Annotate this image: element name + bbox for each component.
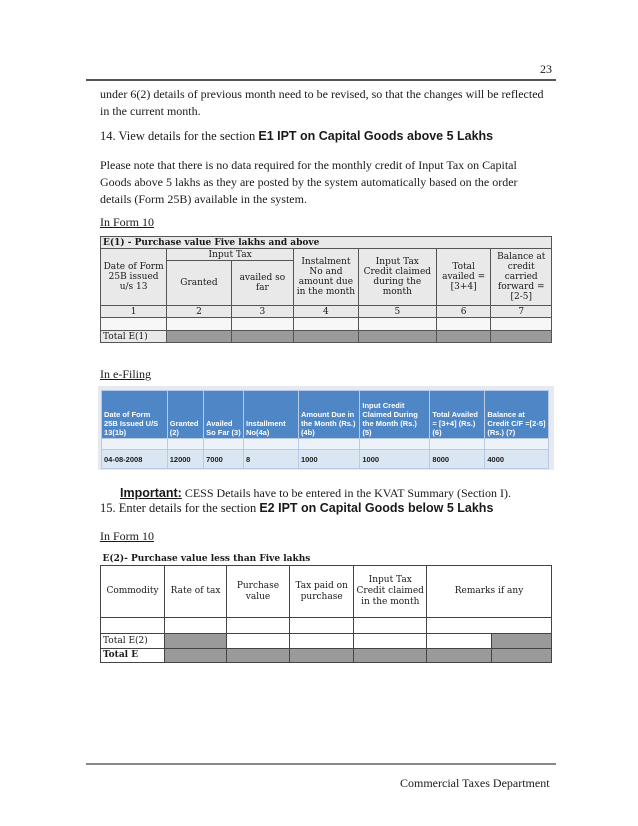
section-14-heading [100,128,550,145]
page-number: 23 [540,62,552,76]
form10-label-1: In Form 10 [100,215,154,229]
e2-col-claimed: Input Tax Credit claimed in the month [354,566,427,618]
efiling-table [101,390,549,469]
ef-header-availed: Availed So Far (3) [204,391,244,439]
ef-cell-availed: 7000 [204,450,244,469]
e2-total-e-label: Total E [101,649,165,663]
ef-header-amount-due: Amount Due in the Month (Rs.) (4b) [298,391,359,439]
form10-label-2: In Form 10 [100,529,154,543]
e1-col-instalment: Instalment No and amount due in the month [294,249,359,306]
e1-table-title: E(1) - Purchase value Five lakhs and above [101,237,552,249]
ef-header-date: Date of Form 25B Issued U/S 13(1b) [102,391,168,439]
ef-data-row [102,450,549,469]
section-15-prefix: 15. Enter details for the section [100,501,260,515]
footer-department: Commercial Taxes Department [400,776,550,790]
e1-col-date: Date of Form 25B issued u/s 13 [101,249,167,306]
e2-col-purchase: Purchase value [227,566,290,618]
e1-colnum-1: 1 [101,306,167,318]
e1-col-balance: Balance at credit carried forward =[2-5] [491,249,552,306]
ef-cell-date: 04-08-2008 [102,450,168,469]
e2-table-title: E(2)- Purchase value less than Five lakhs [101,553,552,566]
important-text: CESS Details have to be entered in the KVAT Summary (Section I). [181,486,511,500]
intro-paragraph: under 6(2) details of previous month need to be revised, so that the changes will be reflected in the current month. [100,87,544,118]
e1-col-granted: Granted [167,261,231,306]
ef-cell-balance: 4000 [485,450,549,469]
e2-col-rate: Rate of tax [165,566,227,618]
e1-colnum-5: 5 [358,306,436,318]
section-15-heading [100,500,550,517]
section-14-title: E1 IPT on Capital Goods above 5 Lakhs [258,129,494,143]
section-15-title: E2 IPT on Capital Goods below 5 Lakhs [259,501,494,515]
efiling-label: In e-Filing [100,367,151,381]
e2-total-e2-label: Total E(2) [101,634,165,649]
ef-cell-total: 8000 [430,450,485,469]
e1-total-label: Total E(1) [101,331,167,343]
e1-col-claimed: Input Tax Credit claimed during the month [358,249,436,306]
e1-col-total: Total availed = [3+4] [436,249,491,306]
ef-header-claimed: Input Credit Claimed During the Month (Rs.) (5) [360,391,430,439]
ef-cell-amount-due: 1000 [298,450,359,469]
e1-colnum-4: 4 [294,306,359,318]
e1-col-availed: availed so far [231,261,293,306]
note-paragraph: Please note that there is no data required for the monthly credit of Input Tax on Capital Goods above 5 lakhs as they are posted by the system automatically based on the order details (Form 25B) available in the system. [100,158,518,206]
footer-rule [86,763,556,765]
e1-colnum-7: 7 [491,306,552,318]
ef-cell-granted: 12000 [167,450,203,469]
e2-empty-row [101,618,552,634]
ef-header-granted: Granted (2) [167,391,203,439]
e2-col-remarks: Remarks if any [427,566,552,618]
e1-group-input-tax: Input Tax [167,249,294,261]
e1-colnum-2: 2 [167,306,231,318]
e1-form10-table [100,236,552,343]
ef-header-balance: Balance at Credit C/F =[2-5](Rs.) (7) [485,391,549,439]
ef-cell-claimed: 1000 [360,450,430,469]
e2-col-commodity: Commodity [101,566,165,618]
header-rule [86,79,556,81]
important-label: Important: [120,486,182,500]
ef-spacer-row [102,439,549,450]
section-14-prefix: 14. View details for the section [100,129,259,143]
ef-header-total: Total Availed = [3+4] (Rs.) (6) [430,391,485,439]
ef-header-installment: Installment No(4a) [243,391,298,439]
e2-form10-table [100,553,552,663]
e1-colnum-6: 6 [436,306,491,318]
e1-colnum-3: 3 [231,306,293,318]
ef-cell-installment: 8 [243,450,298,469]
e1-empty-row [101,318,552,331]
e2-col-taxpaid: Tax paid on purchase [289,566,354,618]
